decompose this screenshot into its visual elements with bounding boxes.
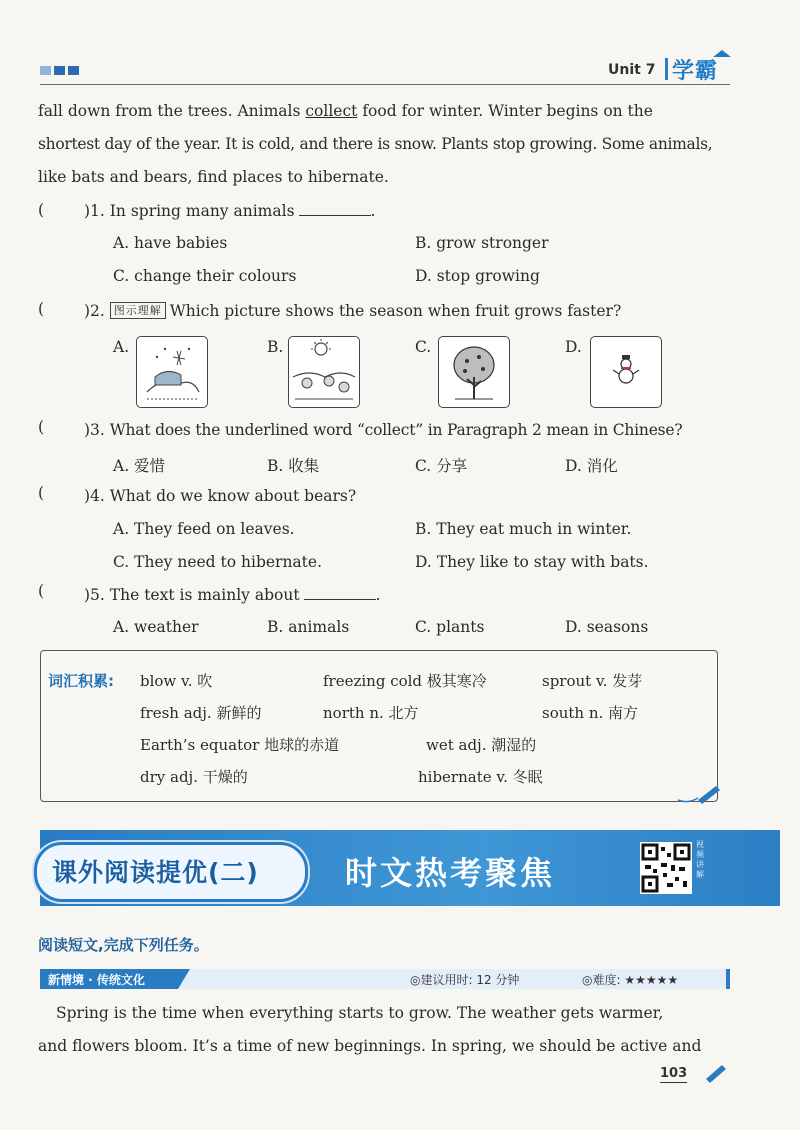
vocab-item: south n. 南方 — [542, 704, 639, 722]
pencil-icon — [704, 1063, 728, 1083]
question-5: )5. The text is mainly about . — [84, 586, 381, 604]
snowman-icon — [591, 337, 661, 407]
vocab-item: sprout v. 发芽 — [542, 672, 643, 690]
option[interactable]: A. 爱惜 — [113, 457, 166, 475]
vocab-item: blow v. 吹 — [140, 672, 213, 690]
option-label[interactable]: C. — [415, 338, 432, 356]
sun-people-icon — [289, 337, 359, 407]
option[interactable]: B. 收集 — [267, 457, 320, 475]
option[interactable]: A. have babies — [113, 234, 228, 252]
passage-line: like bats and bears, find places to hibernate. — [38, 168, 389, 186]
vocab-item: fresh adj. 新鲜的 — [140, 704, 262, 722]
passage-continued — [38, 95, 728, 194]
picture-winter-scene[interactable] — [136, 336, 208, 408]
header-square — [68, 66, 79, 75]
underlined-word: collect — [305, 102, 358, 120]
option[interactable]: B. They eat much in winter. — [415, 520, 632, 538]
option[interactable]: D. stop growing — [415, 267, 540, 285]
answer-blank[interactable] — [304, 585, 376, 600]
page-number: 103 — [660, 1066, 688, 1081]
picture-summer-beach[interactable] — [288, 336, 360, 408]
passage-line: shortest day of the year. It is cold, and there is snow. Plants stop growing. Some animals, — [38, 135, 713, 153]
tree-icon — [439, 337, 509, 407]
option[interactable]: D. 消化 — [565, 457, 618, 475]
answer-paren: ( — [38, 582, 45, 600]
pencil-icon — [676, 784, 724, 806]
option[interactable]: D. seasons — [565, 618, 649, 636]
answer-paren: ( — [38, 201, 45, 219]
vocabulary-title: 词汇积累: — [48, 672, 114, 690]
unit-divider — [665, 58, 668, 80]
passage-2 — [38, 997, 728, 1063]
qr-label: 视频讲解 — [696, 840, 704, 879]
question-type-tag: 图示理解 — [110, 302, 166, 319]
header-decoration — [40, 66, 79, 75]
qr-code-icon[interactable] — [640, 842, 692, 894]
vocab-item: hibernate v. 冬眠 — [418, 768, 543, 786]
question-3: )3. What does the underlined word “collect” in Paragraph 2 mean in Chinese? — [84, 421, 683, 439]
difficulty-rating: ◎难度: ★★★★★ — [582, 973, 679, 987]
banner-subtitle: 时文热考聚焦 — [345, 854, 556, 892]
vocab-item: dry adj. 干燥的 — [140, 768, 248, 786]
question-1: )1. In spring many animals . — [84, 202, 376, 220]
answer-paren: ( — [38, 300, 45, 318]
vocab-item: Earth’s equator 地球的赤道 — [140, 736, 340, 754]
question-2: )2. 图示理解 Which picture shows the season when fruit grows faster? — [84, 302, 622, 320]
vocab-item: wet adj. 潮湿的 — [426, 736, 537, 754]
header-square — [40, 66, 51, 75]
unit-label: Unit 7 — [608, 62, 656, 78]
picture-autumn-tree[interactable] — [438, 336, 510, 408]
passage-line: fall down from the trees. Animals collect food for winter. Winter begins on the — [38, 102, 653, 120]
landscape-snow-icon — [137, 337, 207, 407]
option[interactable]: C. 分享 — [415, 457, 468, 475]
vocab-item: freezing cold 极其寒冷 — [323, 672, 487, 690]
reading-instruction: 阅读短文,完成下列任务。 — [38, 936, 209, 954]
context-tag-label: 新情境 · 传统文化 — [48, 973, 145, 987]
question-4: )4. What do we know about bears? — [84, 487, 357, 505]
answer-paren: ( — [38, 484, 45, 502]
answer-blank[interactable] — [299, 201, 371, 216]
passage-line: Spring is the time when everything starts to grow. The weather gets warmer, — [56, 1004, 664, 1022]
option-label[interactable]: D. — [565, 338, 582, 356]
option-label[interactable]: B. — [267, 338, 284, 356]
option[interactable]: B. grow stronger — [415, 234, 549, 252]
header-rule — [40, 84, 730, 85]
option[interactable]: C. They need to hibernate. — [113, 553, 323, 571]
passage-line: and flowers bloom. It’s a time of new beginnings. In spring, we should be active and — [38, 1037, 702, 1055]
option[interactable]: A. They feed on leaves. — [113, 520, 295, 538]
option-label[interactable]: A. — [113, 338, 130, 356]
header-square — [54, 66, 65, 75]
picture-snowman[interactable] — [590, 336, 662, 408]
option[interactable]: D. They like to stay with bats. — [415, 553, 649, 571]
suggested-time: ◎建议用时: 12 分钟 — [410, 973, 520, 987]
brand-logo: 学霸 — [672, 59, 719, 84]
graduation-cap-icon — [713, 50, 731, 57]
answer-paren: ( — [38, 418, 45, 436]
option[interactable]: B. animals — [267, 618, 350, 636]
banner-title: 课外阅读提优(二) — [52, 858, 259, 887]
option[interactable]: C. plants — [415, 618, 485, 636]
option[interactable]: C. change their colours — [113, 267, 297, 285]
vocab-item: north n. 北方 — [323, 704, 419, 722]
option[interactable]: A. weather — [113, 618, 199, 636]
